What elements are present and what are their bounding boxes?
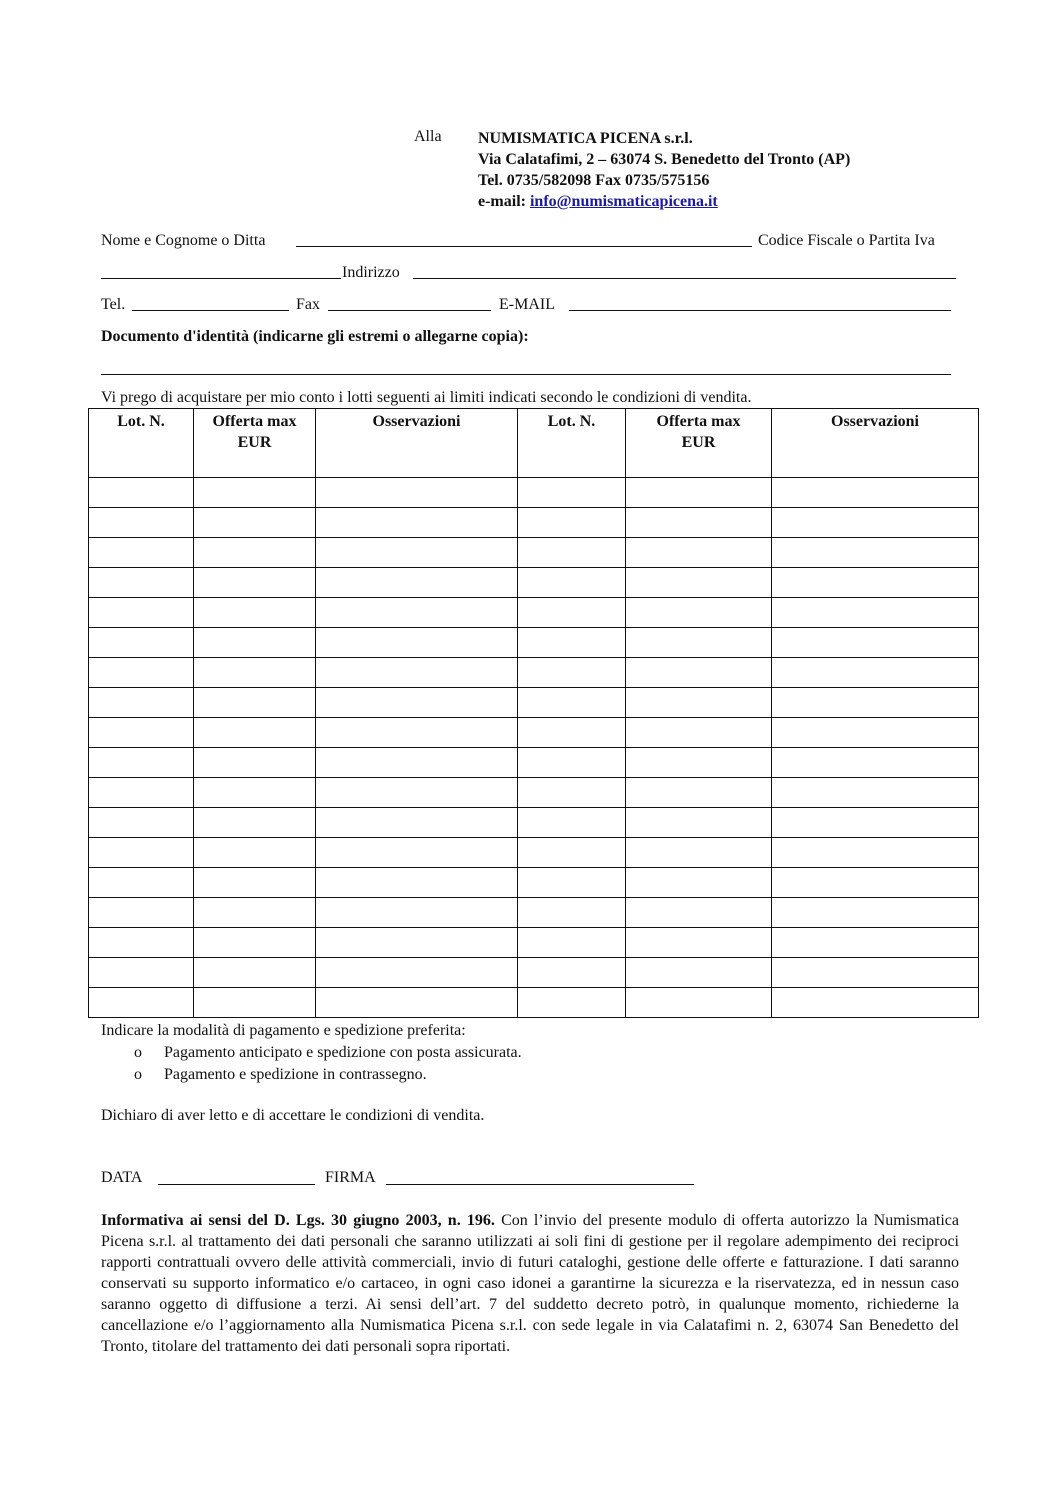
- cell-notes-1[interactable]: [316, 658, 518, 688]
- tax-code-field[interactable]: [101, 278, 341, 279]
- cell-lot-2[interactable]: [518, 868, 626, 898]
- cell-lot-2[interactable]: [518, 988, 626, 1018]
- cell-notes-1[interactable]: [316, 568, 518, 598]
- payment-option-1-label: Pagamento anticipato e spedizione con posta assicurata.: [164, 1044, 522, 1061]
- privacy-notice: [101, 1210, 959, 1357]
- cell-lot-1[interactable]: [89, 808, 194, 838]
- company-address: Via Calatafimi, 2 – 63074 S. Benedetto del Tronto (AP): [478, 151, 851, 168]
- cell-offer-1[interactable]: [194, 958, 316, 988]
- cell-offer-2[interactable]: [626, 628, 772, 658]
- cell-notes-1[interactable]: [316, 478, 518, 508]
- cell-notes-1[interactable]: [316, 928, 518, 958]
- cell-lot-1[interactable]: [89, 838, 194, 868]
- header-notes-1: Osservazioni: [316, 409, 518, 478]
- cell-offer-1[interactable]: [194, 808, 316, 838]
- cell-offer-2[interactable]: [626, 748, 772, 778]
- cell-lot-2[interactable]: [518, 658, 626, 688]
- cell-offer-2[interactable]: [626, 508, 772, 538]
- intro-text: Vi prego di acquistare per mio conto i lotti seguenti ai limiti indicati secondo le condizioni di vendita.: [101, 389, 752, 406]
- cell-lot-1[interactable]: [89, 598, 194, 628]
- cell-notes-2[interactable]: [772, 538, 979, 568]
- cell-offer-1[interactable]: [194, 778, 316, 808]
- privacy-title: Informativa ai sensi del D. Lgs. 30 giugno 2003, n. 196.: [101, 1212, 495, 1229]
- cell-lot-2[interactable]: [518, 538, 626, 568]
- table-row: [89, 508, 979, 538]
- cell-notes-2[interactable]: [772, 748, 979, 778]
- cell-notes-2[interactable]: [772, 568, 979, 598]
- address-field[interactable]: [413, 278, 956, 279]
- cell-notes-2[interactable]: [772, 898, 979, 928]
- cell-offer-1[interactable]: [194, 478, 316, 508]
- cell-offer-2[interactable]: [626, 958, 772, 988]
- tax-code-label: Codice Fiscale o Partita Iva: [758, 232, 935, 249]
- cell-lot-1[interactable]: [89, 628, 194, 658]
- cell-notes-2[interactable]: [772, 988, 979, 1018]
- cell-notes-1[interactable]: [316, 628, 518, 658]
- table-row: [89, 688, 979, 718]
- table-row: [89, 928, 979, 958]
- table-row: [89, 778, 979, 808]
- cell-offer-1[interactable]: [194, 688, 316, 718]
- cell-offer-1[interactable]: [194, 508, 316, 538]
- cell-notes-2[interactable]: [772, 718, 979, 748]
- company-email-row: [478, 191, 850, 212]
- cell-lot-1[interactable]: [89, 568, 194, 598]
- cell-lot-2[interactable]: [518, 688, 626, 718]
- offers-table-body: [89, 478, 979, 1018]
- cell-notes-2[interactable]: [772, 658, 979, 688]
- cell-offer-2[interactable]: [626, 898, 772, 928]
- table-row: [89, 958, 979, 988]
- fax-label: Fax: [296, 296, 320, 313]
- cell-offer-2[interactable]: [626, 778, 772, 808]
- tel-field[interactable]: [132, 310, 289, 311]
- email-label: e-mail:: [478, 193, 530, 210]
- cell-lot-1[interactable]: [89, 538, 194, 568]
- cell-offer-2[interactable]: [626, 688, 772, 718]
- cell-lot-1[interactable]: [89, 928, 194, 958]
- cell-offer-2[interactable]: [626, 838, 772, 868]
- table-row: [89, 478, 979, 508]
- cell-offer-1[interactable]: [194, 718, 316, 748]
- header-lot-2: Lot. N.: [518, 409, 626, 478]
- cell-offer-2[interactable]: [626, 868, 772, 898]
- payment-label: Indicare la modalità di pagamento e spedizione preferita:: [101, 1022, 466, 1039]
- cell-notes-1[interactable]: [316, 538, 518, 568]
- address-label: Indirizzo: [342, 264, 400, 281]
- cell-offer-2[interactable]: [626, 538, 772, 568]
- cell-lot-2[interactable]: [518, 808, 626, 838]
- cell-lot-1[interactable]: [89, 958, 194, 988]
- table-row: [89, 538, 979, 568]
- offers-table: [88, 408, 979, 1018]
- declaration-text: Dichiaro di aver letto e di accettare le condizioni di vendita.: [101, 1107, 485, 1124]
- cell-offer-1[interactable]: [194, 928, 316, 958]
- cell-lot-2[interactable]: [518, 778, 626, 808]
- cell-offer-1[interactable]: [194, 748, 316, 778]
- cell-notes-1[interactable]: [316, 838, 518, 868]
- cell-offer-2[interactable]: [626, 478, 772, 508]
- cell-offer-1[interactable]: [194, 988, 316, 1018]
- cell-offer-1[interactable]: [194, 538, 316, 568]
- cell-notes-2[interactable]: [772, 928, 979, 958]
- id-document-label: Documento d'identità (indicarne gli estremi o allegarne copia):: [101, 328, 529, 345]
- table-header-row: [89, 409, 979, 478]
- email-form-label: E-MAIL: [499, 296, 555, 313]
- cell-lot-1[interactable]: [89, 778, 194, 808]
- cell-lot-2[interactable]: [518, 718, 626, 748]
- cell-notes-1[interactable]: [316, 688, 518, 718]
- date-field[interactable]: [158, 1184, 315, 1185]
- payment-option-1-checkbox[interactable]: o: [134, 1044, 142, 1061]
- cell-offer-1[interactable]: [194, 838, 316, 868]
- cell-offer-2[interactable]: [626, 568, 772, 598]
- cell-notes-2[interactable]: [772, 508, 979, 538]
- table-row: [89, 568, 979, 598]
- cell-offer-2[interactable]: [626, 718, 772, 748]
- email-field[interactable]: [569, 310, 951, 311]
- cell-offer-1[interactable]: [194, 568, 316, 598]
- cell-lot-1[interactable]: [89, 868, 194, 898]
- company-name: NUMISMATICA PICENA s.r.l.: [478, 130, 693, 147]
- cell-lot-2[interactable]: [518, 508, 626, 538]
- cell-lot-2[interactable]: [518, 478, 626, 508]
- table-row: [89, 898, 979, 928]
- table-row: [89, 658, 979, 688]
- cell-offer-1[interactable]: [194, 898, 316, 928]
- id-document-field[interactable]: [101, 374, 951, 375]
- cell-notes-2[interactable]: [772, 688, 979, 718]
- cell-notes-2[interactable]: [772, 628, 979, 658]
- table-row: [89, 808, 979, 838]
- cell-notes-1[interactable]: [316, 898, 518, 928]
- cell-lot-2[interactable]: [518, 898, 626, 928]
- cell-notes-2[interactable]: [772, 478, 979, 508]
- cell-notes-1[interactable]: [316, 508, 518, 538]
- cell-lot-2[interactable]: [518, 958, 626, 988]
- table-row: [89, 598, 979, 628]
- table-row: [89, 838, 979, 868]
- payment-option-2-checkbox[interactable]: o: [134, 1066, 142, 1083]
- cell-notes-2[interactable]: [772, 838, 979, 868]
- signature-field[interactable]: [386, 1184, 694, 1185]
- header-offer-2: Offerta max EUR: [626, 409, 772, 478]
- cell-lot-1[interactable]: [89, 748, 194, 778]
- table-row: [89, 718, 979, 748]
- cell-lot-2[interactable]: [518, 928, 626, 958]
- cell-lot-1[interactable]: [89, 478, 194, 508]
- cell-lot-2[interactable]: [518, 568, 626, 598]
- tel-label: Tel.: [101, 296, 126, 313]
- table-row: [89, 748, 979, 778]
- table-row: [89, 868, 979, 898]
- cell-notes-2[interactable]: [772, 778, 979, 808]
- company-phone-fax: Tel. 0735/582098 Fax 0735/575156: [478, 172, 710, 189]
- cell-notes-1[interactable]: [316, 598, 518, 628]
- cell-lot-1[interactable]: [89, 988, 194, 1018]
- table-row: [89, 628, 979, 658]
- cell-lot-2[interactable]: [518, 628, 626, 658]
- cell-offer-1[interactable]: [194, 658, 316, 688]
- fax-field[interactable]: [328, 310, 491, 311]
- cell-notes-2[interactable]: [772, 868, 979, 898]
- cell-offer-1[interactable]: [194, 628, 316, 658]
- header-lot-1: Lot. N.: [89, 409, 194, 478]
- cell-notes-1[interactable]: [316, 958, 518, 988]
- cell-notes-2[interactable]: [772, 598, 979, 628]
- cell-lot-2[interactable]: [518, 748, 626, 778]
- cell-lot-1[interactable]: [89, 508, 194, 538]
- payment-option-2-label: Pagamento e spedizione in contrassegno.: [164, 1066, 427, 1083]
- cell-notes-1[interactable]: [316, 748, 518, 778]
- header-notes-2: Osservazioni: [772, 409, 979, 478]
- cell-offer-2[interactable]: [626, 988, 772, 1018]
- cell-offer-2[interactable]: [626, 808, 772, 838]
- cell-offer-1[interactable]: [194, 868, 316, 898]
- cell-offer-2[interactable]: [626, 658, 772, 688]
- cell-lot-1[interactable]: [89, 718, 194, 748]
- cell-notes-1[interactable]: [316, 988, 518, 1018]
- name-label: Nome e Cognome o Ditta: [101, 232, 266, 249]
- addressee-label: Alla: [414, 128, 442, 145]
- cell-notes-1[interactable]: [316, 778, 518, 808]
- name-field[interactable]: [296, 246, 752, 247]
- date-label: DATA: [101, 1169, 143, 1186]
- cell-notes-1[interactable]: [316, 718, 518, 748]
- signature-label: FIRMA: [325, 1169, 376, 1186]
- cell-offer-2[interactable]: [626, 928, 772, 958]
- cell-lot-1[interactable]: [89, 688, 194, 718]
- cell-notes-1[interactable]: [316, 868, 518, 898]
- cell-lot-1[interactable]: [89, 898, 194, 928]
- cell-lot-2[interactable]: [518, 598, 626, 628]
- cell-notes-2[interactable]: [772, 958, 979, 988]
- cell-offer-1[interactable]: [194, 598, 316, 628]
- cell-notes-1[interactable]: [316, 808, 518, 838]
- email-link[interactable]: info@numismaticapicena.it: [529, 193, 718, 210]
- table-row: [89, 988, 979, 1018]
- header-offer-1: Offerta max EUR: [194, 409, 316, 478]
- privacy-text: Con l’invio del presente modulo di offerta autorizzo la Numismatica Picena s.r.l. al trattamento dei dati personali che saranno utilizzati ai soli fini di gestione per il regolare adempimento dei reciproci rapporti contrattuali ovvero delle attività commerciali, invio di futuri cataloghi, gestione delle offerte e fatturazione. I dati saranno conservati su supporto informatico e/o cartaceo, in ogni caso idonei a garantirne la sicurezza e la riservatezza, ed in nessun caso saranno oggetto di diffusione a terzi. Ai sensi dell’art. 7 del suddetto decreto potrò, in qualunque momento, richiederne la cancellazione e/o l’aggiornamento alla Numismatica Picena s.r.l. con sede legale in via Calatafimi n. 2, 63074 San Benedetto del Tronto, titolare del trattamento dei dati personali sopra riportati.: [101, 1212, 959, 1355]
- cell-notes-2[interactable]: [772, 808, 979, 838]
- cell-offer-2[interactable]: [626, 598, 772, 628]
- addressee-block: [478, 128, 850, 212]
- cell-lot-2[interactable]: [518, 838, 626, 868]
- cell-lot-1[interactable]: [89, 658, 194, 688]
